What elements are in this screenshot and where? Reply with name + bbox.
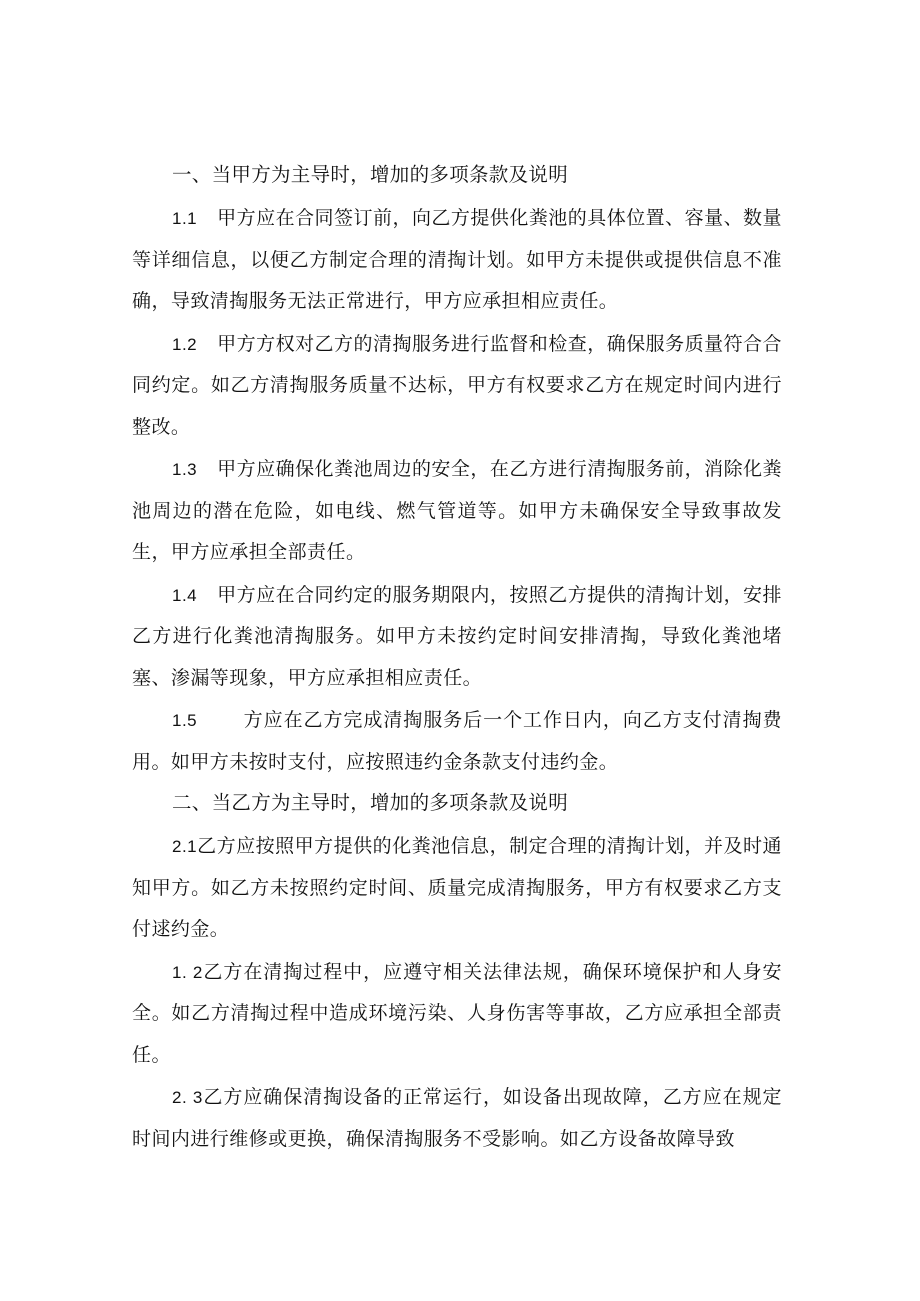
clause-number: 1.4 [172,585,198,605]
document-body [132,156,782,1161]
clause-text: 乙方在清掏过程中，应遵守相关法律法规，确保环境保护和人身安全。如乙方清掏过程中造成环境污染、人身伤害等事故，乙方应承担全部责任。 [132,960,782,1066]
clause-text: 甲方应在合同约定的服务期限内，按照乙方提供的清掏计划，安排乙方进行化粪池清掏服务。如甲方未按约定时间安排清掏，导致化粪池堵塞、渗漏等现象，甲方应承担相应责任。 [132,583,782,689]
clause-number: 1.2 [172,334,198,354]
clause-number: 2. 3 [172,1088,203,1107]
clause-number: 2.1 [172,837,198,856]
clause-number: 1.3 [172,460,198,479]
clause-number: 1.5 [172,711,198,730]
clause-number: 1.1 [172,209,198,228]
clause-1-1 [132,198,782,323]
clause-text: 甲方方权对乙方的清掏服务进行监督和检查，确保服务质量符合合同约定。如乙方清掏服务质量不达标，甲方有权要求乙方在规定时间内进行整改。 [132,332,782,438]
clause-text: 甲方应在合同签订前，向乙方提供化粪池的具体位置、容量、数量等详细信息，以便乙方制定合理的清掏计划。如甲方未提供或提供信息不准确，导致清掏服务无法正常进行，甲方应承担相应责任。 [132,207,782,312]
clause-text: 方应在乙方完成清掏服务后一个工作日内，向乙方支付清掏费用。如甲方未按时支付，应按照违约金条款支付违约金。 [132,709,782,773]
clause-text: 乙方应确保清掏设备的正常运行，如设备出现故障，乙方应在规定时间内进行维修或更换，确保清掏服务不受影响。如乙方设备故障导致 [132,1086,782,1150]
section-heading: 二、当乙方为主导时，增加的多项条款及说明 [172,791,569,814]
clause-text: 甲方应确保化粪池周边的安全，在乙方进行清掏服务前，消除化粪池周边的潜在危险，如电线、燃气管道等。如甲方未确保安全导致事故发生，甲方应承担全部责任。 [132,458,782,563]
clause-1-4 [132,575,782,700]
section-heading: 一、当甲方为主导时，增加的多项条款及说明 [172,163,569,186]
clause-2-3 [132,1077,782,1160]
clause-text: 乙方应按照甲方提供的化粪池信息，制定合理的清掏计划，并及时通知甲方。如乙方未按照约定时间、质量完成清掏服务，甲方有权要求乙方支付逑约金。 [132,835,782,940]
clause-1-5 [132,700,782,783]
clause-2-2 [132,952,782,1077]
clause-number: 1. 2 [172,962,203,982]
clause-1-2 [132,324,782,449]
clause-1-3 [132,449,782,574]
clause-2-1 [132,826,782,951]
